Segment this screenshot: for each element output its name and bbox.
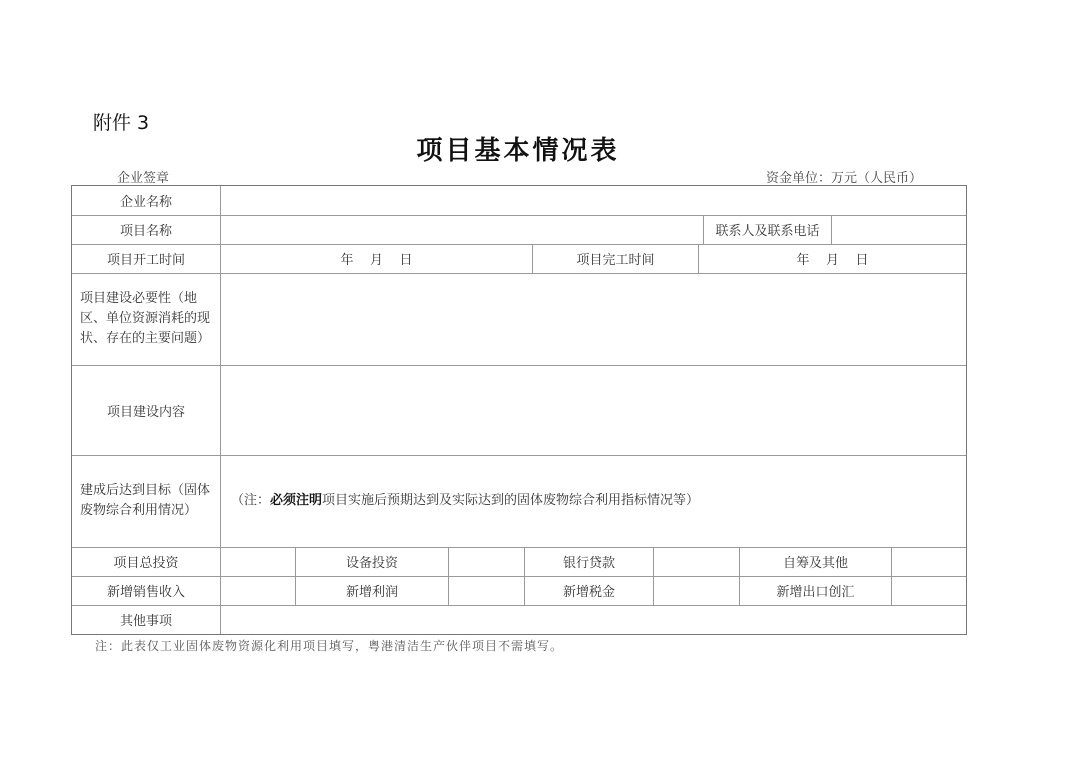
target-note-prefix: （注： [231,493,271,508]
target-label [72,455,220,547]
new-sales-label: 新增销售收入 [106,585,185,600]
new-export-field[interactable] [892,576,966,605]
end-date-field[interactable]: 年 月 日 [796,253,869,268]
necessity-field[interactable] [221,273,966,365]
necessity-label-line: 项目建设必要性（地 [80,291,198,306]
necessity-label-line: 状、存在的主要问题） [80,331,211,346]
total-investment-label: 项目总投资 [113,556,179,571]
other-matters-label: 其他事项 [119,614,172,629]
equipment-investment-label: 设备投资 [345,556,398,571]
fund-unit-label: 资金单位：万元（人民币） [766,171,923,186]
target-label-line: 建成后达到目标（固体 [80,483,211,498]
company-seal-label: 企业签章 [117,171,170,186]
bank-loan-field[interactable] [654,547,739,576]
new-profit-label: 新增利润 [345,585,398,600]
construction-content-label: 项目建设内容 [106,404,185,420]
contact-field[interactable] [832,215,966,244]
project-name-label: 项目名称 [119,224,172,239]
company-name-field[interactable] [221,186,966,215]
equipment-investment-field[interactable] [449,547,524,576]
end-time-label: 项目完工时间 [576,253,655,268]
footer-note: 注：此表仅工业固体废物资源化利用项目填写，粤港清洁生产伙伴项目不需填写。 [95,639,564,653]
target-label-line: 废物综合利用情况） [80,503,198,518]
bank-loan-label: 银行贷款 [562,556,615,571]
total-investment-field[interactable] [221,547,295,576]
attachment-label: 附件 3 [93,112,150,134]
necessity-label-line: 区、单位资源消耗的现 [80,311,211,326]
company-name-label: 企业名称 [119,195,172,210]
necessity-label [72,273,220,365]
self-raised-field[interactable] [892,547,966,576]
new-tax-field[interactable] [654,576,739,605]
new-profit-field[interactable] [449,576,524,605]
target-note-text: 项目实施后预期达到及实际达到的固体废物综合利用指标情况等） [322,493,700,508]
self-raised-label: 自筹及其他 [782,556,848,571]
new-sales-field[interactable] [221,576,295,605]
project-name-field[interactable] [221,215,703,244]
page-title: 项目基本情况表 [416,136,620,166]
start-time-label: 项目开工时间 [106,253,185,268]
construction-content-field[interactable] [221,365,966,455]
start-date-field[interactable]: 年 月 日 [340,253,413,268]
target-note-emphasis: 必须注明 [270,493,323,508]
target-note-field[interactable] [221,455,966,547]
new-export-label: 新增出口创汇 [776,585,855,600]
other-matters-field[interactable] [221,605,966,634]
contact-label: 联系人及联系电话 [715,224,820,239]
project-info-table [71,185,967,635]
new-tax-label: 新增税金 [562,585,615,600]
